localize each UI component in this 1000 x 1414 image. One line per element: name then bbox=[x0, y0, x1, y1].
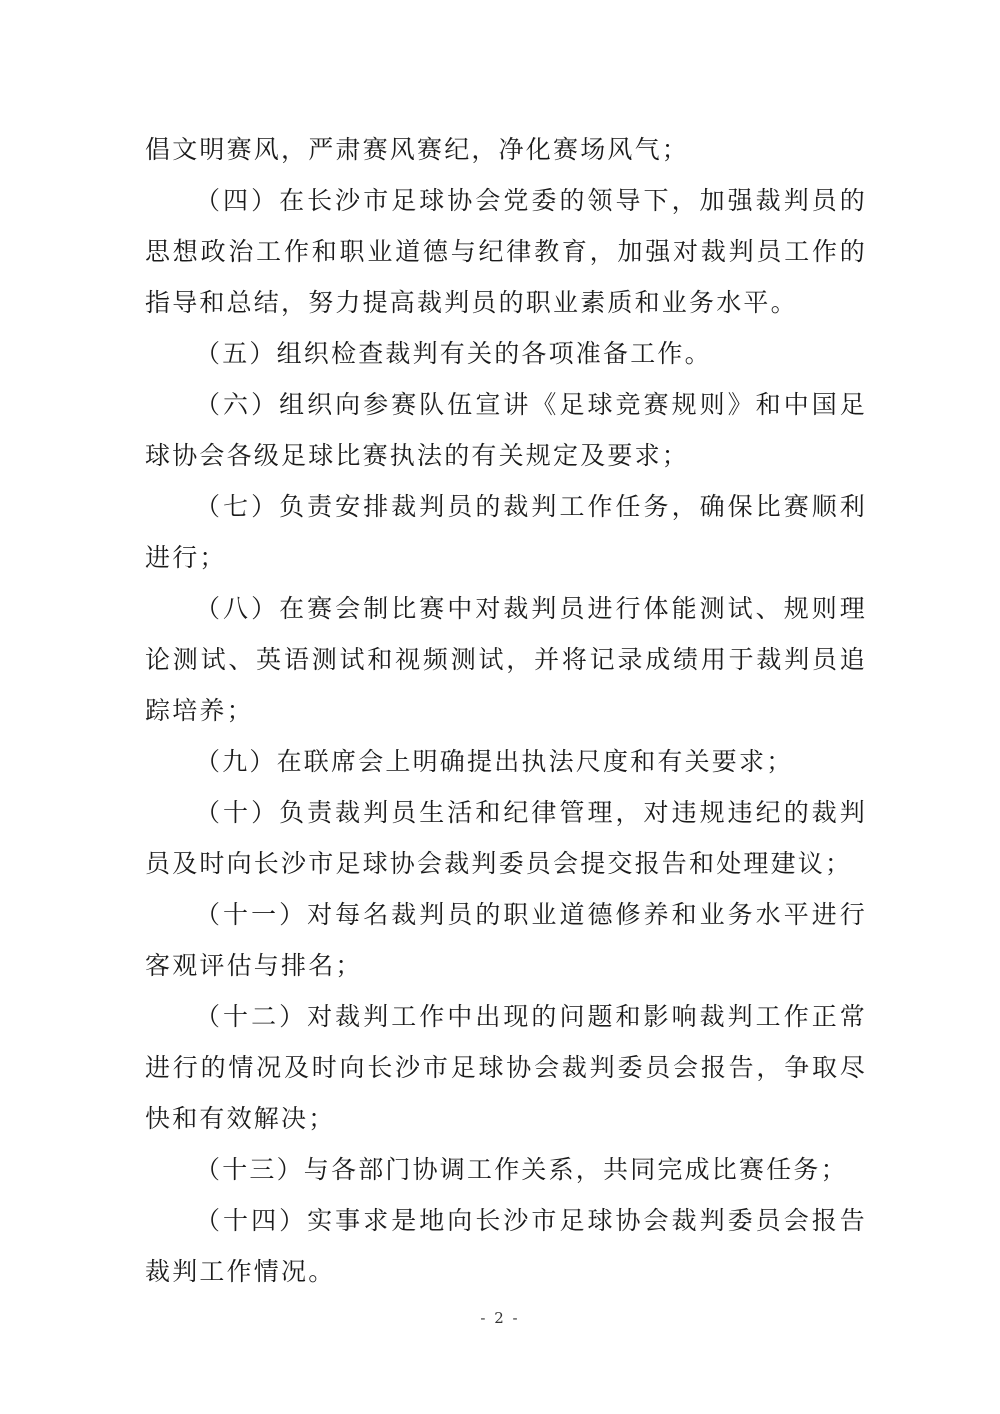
paragraph-item-8: （八）在赛会制比赛中对裁判员进行体能测试、规则理论测试、英语测试和视频测试，并将记录成绩用于裁判员追踪培养； bbox=[145, 594, 867, 725]
paragraph-item-12: （十二）对裁判工作中出现的问题和影响裁判工作正常进行的情况及时向长沙市足球协会裁判委员会报告，争取尽快和有效解决； bbox=[145, 1002, 867, 1133]
page-number: - 2 - bbox=[480, 1309, 520, 1327]
paragraph-item-14: （十四）实事求是地向长沙市足球协会裁判委员会报告裁判工作情况。 bbox=[145, 1206, 867, 1286]
paragraph-item-7: （七）负责安排裁判员的裁判工作任务，确保比赛顺利进行； bbox=[145, 492, 867, 572]
paragraph-item-9: （九）在联席会上明确提出执法尺度和有关要求； bbox=[195, 747, 794, 776]
paragraph-continuation: 倡文明赛风，严肃赛风赛纪，净化赛场风气； bbox=[145, 135, 690, 164]
paragraph-item-13: （十三）与各部门协调工作关系，共同完成比赛任务； bbox=[195, 1155, 848, 1184]
paragraph-item-4: （四）在长沙市足球协会党委的领导下，加强裁判员的思想政治工作和职业道德与纪律教育，加强对裁判员工作的指导和总结，努力提高裁判员的职业素质和业务水平。 bbox=[145, 186, 867, 317]
document-body bbox=[145, 124, 867, 1297]
paragraph-item-6: （六）组织向参赛队伍宣讲《足球竞赛规则》和中国足球协会各级足球比赛执法的有关规定及要求； bbox=[145, 390, 867, 470]
paragraph-item-11: （十一）对每名裁判员的职业道德修养和业务水平进行客观评估与排名； bbox=[145, 900, 867, 980]
paragraph-item-5: （五）组织检查裁判有关的各项准备工作。 bbox=[195, 339, 712, 368]
paragraph-item-10: （十）负责裁判员生活和纪律管理，对违规违纪的裁判员及时向长沙市足球协会裁判委员会提交报告和处理建议； bbox=[145, 798, 867, 878]
